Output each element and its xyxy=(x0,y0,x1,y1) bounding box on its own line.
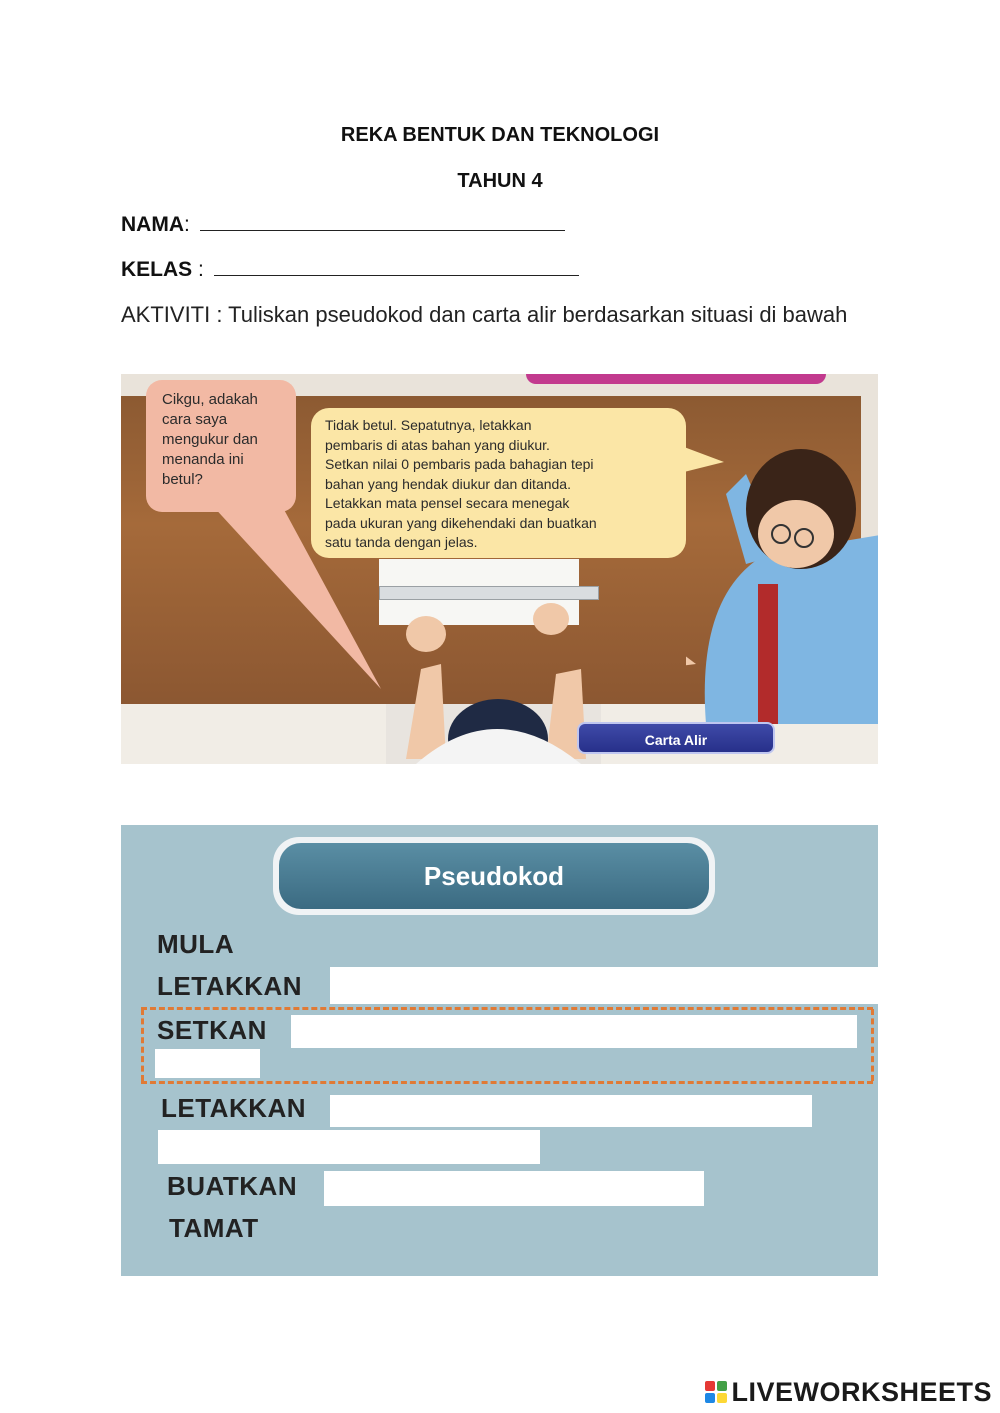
logo-square-yellow xyxy=(717,1393,727,1403)
decorative-banner xyxy=(526,374,826,384)
dashed-border-top xyxy=(141,1007,873,1010)
student-speech-text: Cikgu, adakah cara saya mengukur dan menanda ini betul? xyxy=(162,391,258,488)
pseudocode-heading: Pseudokod xyxy=(279,843,709,909)
dashed-border-bottom xyxy=(141,1081,873,1084)
liveworksheets-logo xyxy=(705,1376,992,1408)
answer-blank-4[interactable] xyxy=(330,1095,812,1127)
page-subtitle: TAHUN 4 xyxy=(457,170,543,192)
keyword-setkan: SETKAN xyxy=(157,1015,267,1045)
logo-square-green xyxy=(717,1381,727,1391)
logo-text: LIVEWORKSHEETS xyxy=(731,1376,992,1407)
nama-field xyxy=(121,212,565,237)
student-figure-icon xyxy=(386,574,601,764)
logo-square-blue xyxy=(705,1393,715,1403)
keyword-letakkan-2: LETAKKAN xyxy=(161,1093,307,1123)
answer-blank-5[interactable] xyxy=(158,1130,540,1164)
kelas-label: KELAS xyxy=(121,258,193,281)
activity-instruction: AKTIVITI : Tuliskan pseudokod dan carta alir berdasarkan situasi di bawah xyxy=(121,302,848,327)
nama-input-line[interactable] xyxy=(200,212,565,231)
nama-separator: : xyxy=(184,213,190,236)
kelas-input-line[interactable] xyxy=(214,257,579,276)
answer-blank-1[interactable] xyxy=(330,967,878,1004)
keyword-buatkan: BUATKAN xyxy=(167,1171,298,1201)
answer-blank-2[interactable] xyxy=(291,1015,857,1048)
teacher-speech-bubble xyxy=(311,408,686,558)
speech-tail-icon-2 xyxy=(676,444,726,484)
kelas-field xyxy=(121,257,579,282)
answer-blank-3[interactable] xyxy=(155,1049,260,1078)
liveworksheets-logo-icon xyxy=(705,1381,727,1403)
nama-label: NAMA xyxy=(121,213,184,236)
dashed-border-left xyxy=(141,1009,144,1081)
keyword-tamat: TAMAT xyxy=(169,1213,259,1243)
student-speech-bubble xyxy=(146,380,296,512)
carta-alir-button[interactable]: Carta Alir xyxy=(577,722,775,754)
dashed-border-right xyxy=(871,1009,874,1081)
kelas-separator: : xyxy=(192,258,204,281)
page-title: REKA BENTUK DAN TEKNOLOGI xyxy=(340,124,660,146)
answer-blank-6[interactable] xyxy=(324,1171,704,1206)
pseudocode-panel xyxy=(121,825,878,1276)
keyword-mula: MULA xyxy=(157,929,235,959)
classroom-illustration xyxy=(121,374,878,764)
teacher-speech-text: Tidak betul. Sepatutnya, letakkan pembaris di atas bahan yang diukur. Setkan nilai 0 pembaris pada bahagian tepi bahan yang hendak diukur dan ditanda. Letakkan mata pensel secara menegak pada ukuran yang dikehendaki dan buatkan satu tanda dengan jelas. xyxy=(325,417,597,550)
pseudocode-heading-pill xyxy=(273,837,715,915)
logo-square-red xyxy=(705,1381,715,1391)
keyword-letakkan-1: LETAKKAN xyxy=(157,971,303,1001)
